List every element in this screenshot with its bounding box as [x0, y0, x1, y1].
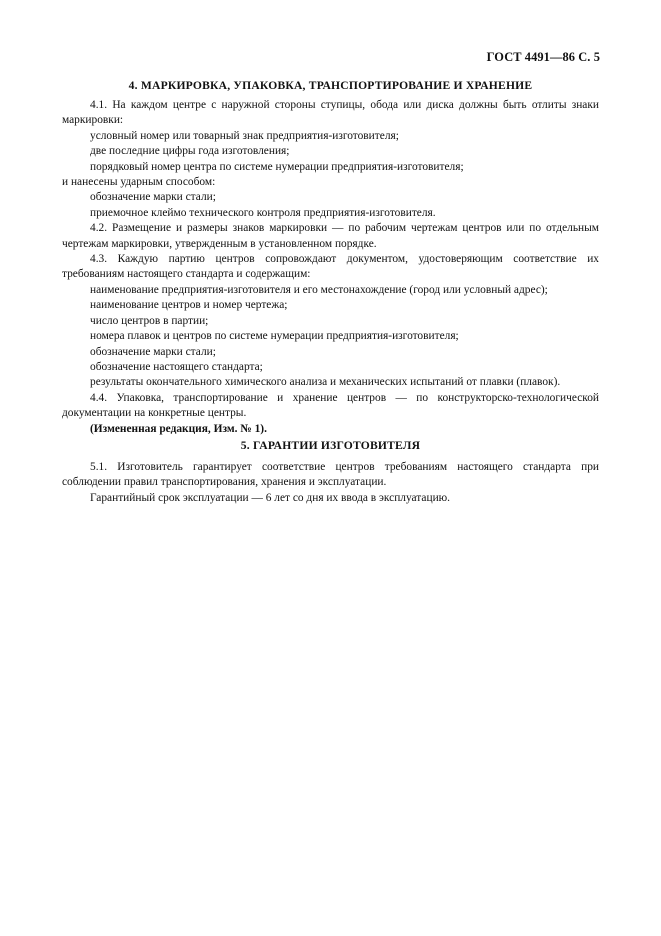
paragraph-4-1: 4.1. На каждом центре с наружной стороны ступицы, обода или диска должны быть отлиты знаки маркировки:: [62, 99, 599, 127]
list-item: приемочное клеймо технического контроля предприятия-изготовителя.: [90, 206, 436, 219]
list-item: две последние цифры года изготовления;: [90, 145, 290, 158]
list-item: условный номер или товарный знак предприятия-изготовителя;: [90, 129, 399, 142]
paragraph-5-2: Гарантийный срок эксплуатации — 6 лет со дня их ввода в эксплуатацию.: [90, 491, 451, 504]
amendment-note: (Измененная редакция, Изм. № 1).: [90, 422, 267, 435]
paragraph-4-3: 4.3. Каждую партию центров сопровождают документом, удостоверяющим соответствие их требованиям настоящего стандарта и содержащим:: [62, 253, 599, 281]
list-item: число центров в партии;: [90, 314, 209, 327]
paragraph-4-3-results: результаты окончательного химического анализа и механических испытаний от плавки (плавок).: [90, 376, 561, 389]
paragraph-4-1-continuation: и нанесены ударным способом:: [62, 176, 216, 189]
list-item: обозначение настоящего стандарта;: [90, 360, 263, 373]
list-item: порядковый номер центра по системе нумерации предприятия-изготовителя;: [90, 160, 464, 173]
section-5-title: 5. ГАРАНТИИ ИЗГОТОВИТЕЛЯ: [240, 439, 421, 452]
list-item: наименование центров и номер чертежа;: [90, 299, 288, 312]
list-item: обозначение марки стали;: [90, 345, 216, 358]
page-header: ГОСТ 4491—86 С. 5: [486, 50, 600, 64]
paragraph-5-1: 5.1. Изготовитель гарантирует соответствие центров требованиям настоящего стандарта при соблюдении правил транспортирования, хранения и эксплуатации.: [62, 461, 599, 489]
list-item: наименование предприятия-изготовителя и его местонахождение (город или условный адрес);: [90, 283, 548, 296]
section-4-body: [62, 98, 599, 437]
section-5-body: [62, 460, 599, 506]
list-item: обозначение марки стали;: [90, 191, 216, 204]
paragraph-4-2: 4.2. Размещение и размеры знаков маркировки — по рабочим чертежам центров или по отдельным чертежам маркировки, утвержденным в установленном порядке.: [62, 222, 599, 250]
paragraph-4-4: 4.4. Упаковка, транспортирование и хранение центров — по конструкторско-технологической документации на конкретные центры.: [62, 391, 599, 420]
section-4-title: 4. МАРКИРОВКА, УПАКОВКА, ТРАНСПОРТИРОВАНИЕ И ХРАНЕНИЕ: [128, 79, 533, 92]
list-item: номера плавок и центров по системе нумерации предприятия-изготовителя;: [90, 330, 459, 343]
